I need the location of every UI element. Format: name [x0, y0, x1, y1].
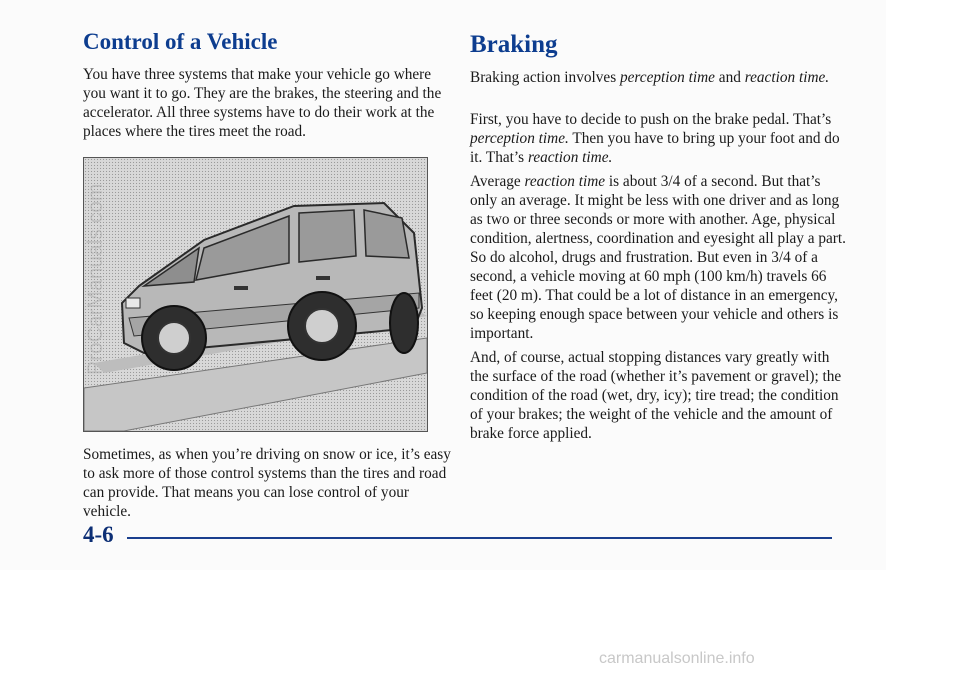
- braking-heading: Braking: [470, 31, 558, 58]
- braking-paragraph-1: Braking action involves perception time and reaction time.: [470, 69, 830, 86]
- watermark-text: ProCarManuals.com: [84, 183, 107, 375]
- footer-rule: [127, 537, 832, 539]
- braking-paragraph-4: And, of course, actual stopping distances vary greatly with the surface of the road (whether it’s pavement or gravel); the condition of the road (wet, dry, icy); tire tread; the condition of your brakes; the weight of the vehicle and the amount of brake force applied.: [470, 349, 842, 442]
- control-heading: Control of a Vehicle: [83, 29, 278, 54]
- van-drawing: [84, 158, 427, 431]
- van-illustration: [83, 157, 428, 432]
- control-after-figure-paragraph: Sometimes, as when you’re driving on snow or ice, it’s easy to ask more of those control systems than the tires and road can provide. That means you can lose control of your vehicle.: [83, 446, 451, 520]
- braking-paragraph-2: First, you have to decide to push on the brake pedal. That’s perception time. Then you have to bring up your foot and do it. That’s reaction time.: [470, 111, 840, 166]
- site-watermark: carmanualsonline.info: [599, 650, 755, 667]
- control-intro-paragraph: You have three systems that make your vehicle go where you want it to go. They are the brakes, the steering and the accelerator. All three systems have to do their work at the places where the tires meet the road.: [83, 66, 442, 140]
- page-number: 4-6: [83, 522, 114, 547]
- braking-paragraph-3: Average reaction time is about 3/4 of a second. But that’s only an average. It might be less with one driver and as long as two or three seconds or more with another. Age, physical condition, alertness, coordination and eyesight all play a part. So do alcohol, drugs and frustration. But even in 3/4 of a second, a vehicle moving at 60 mph (100 km/h) travels 66 feet (20 m). That could be a lot of distance in an emergency, so keeping enough space between your vehicle and others is important.: [470, 173, 846, 342]
